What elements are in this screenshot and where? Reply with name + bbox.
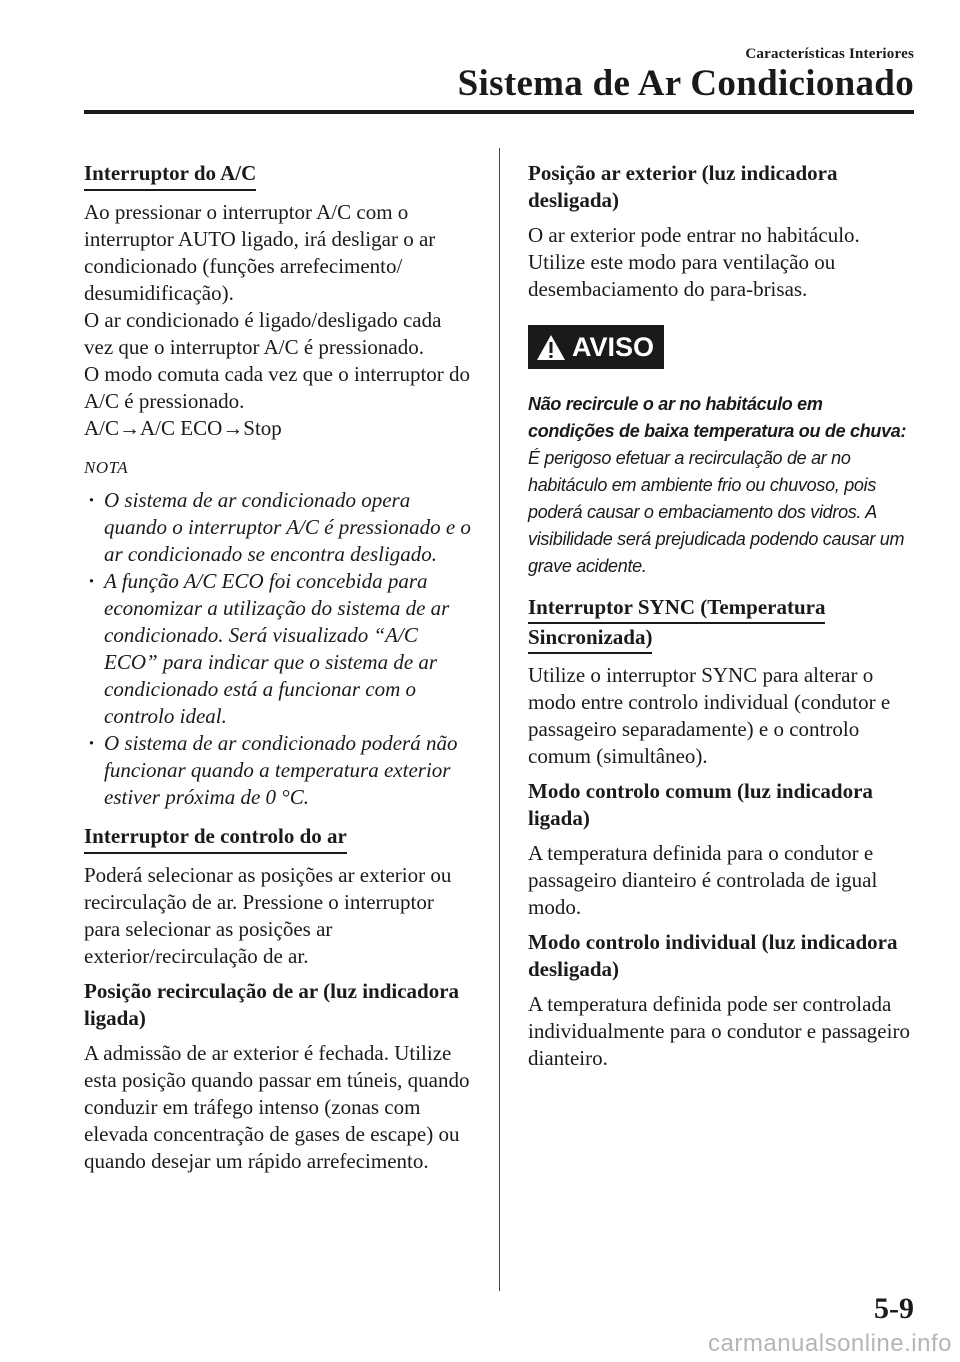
- warning-text: [528, 391, 910, 580]
- sync-heading-line-1: Interruptor SYNC (Temperatura: [528, 594, 825, 624]
- nota-list: [84, 487, 474, 811]
- ac-switch-paragraph-1: Ao pressionar o interruptor A/C com o interruptor AUTO ligado, irá desligar o ar condicionado (funções arrefecimento/ desumidificação).: [84, 200, 436, 305]
- recirculation-paragraph: A admissão de ar exterior é fechada. Utilize esta posição quando passar em túneis, quando conduzir em tráfego intenso (zonas com elevada concentração de gases de escape) ou quando desejar um rápido arrefecimento.: [84, 1041, 470, 1173]
- warning-badge: [528, 325, 664, 369]
- air-control-paragraph: Poderá selecionar as posições ar exterior ou recirculação de ar. Pressione o interruptor para selecionar as posições ar exterior/recirculação de ar.: [84, 863, 452, 968]
- warning-body: É perigoso efetuar a recirculação de ar no habitáculo em ambiente frio ou chuvoso, pois poderá causar o embaciamento dos vidros. A visibilidade será prejudicada podendo causar um grave acidente.: [528, 448, 905, 576]
- sync-heading: [528, 594, 910, 654]
- sync-paragraph: Utilize o interruptor SYNC para alterar o modo entre controlo individual (condutor e passageiro separadamente) e o controlo comum (simultâneo).: [528, 663, 891, 768]
- air-control-heading: Interruptor de controlo do ar: [84, 823, 347, 854]
- page-title: Sistema de Ar Condicionado: [457, 63, 914, 104]
- warning-title: Não recircule o ar no habitáculo em condições de baixa temperatura ou de chuva:: [528, 394, 907, 441]
- header-rule: [84, 110, 914, 114]
- page-number: 5-9: [874, 1292, 914, 1325]
- recirculation-heading: Posição recirculação de ar (luz indicadora ligada): [84, 979, 460, 1030]
- nota-item: · O sistema de ar condicionado opera quando o interruptor A/C é pressionado e o ar condicionado se encontra desligado.: [84, 487, 474, 568]
- left-column: [84, 160, 474, 1183]
- page-header: [0, 0, 960, 120]
- chapter-label: Características Interiores: [745, 46, 914, 62]
- warning-badge-label: AVISO: [572, 331, 655, 362]
- watermark: carmanualsonline.info: [708, 1330, 952, 1357]
- ac-mode-sequence: A/C→A/C ECO→Stop: [84, 416, 282, 440]
- ac-switch-paragraph-3: O modo comuta cada vez que o interruptor do A/C é pressionado.: [84, 362, 471, 413]
- outside-air-paragraph: O ar exterior pode entrar no habitáculo. Utilize este modo para ventilação ou desembaciamento do para-brisas.: [528, 223, 860, 301]
- common-mode-paragraph: A temperatura definida para o condutor e passageiro dianteiro é controlada de igual modo.: [528, 841, 878, 919]
- outside-air-heading: Posição ar exterior (luz indicadora desligada): [528, 161, 838, 212]
- nota-item: · O sistema de ar condicionado poderá não funcionar quando a temperatura exterior estiver próxima de 0 °C.: [84, 730, 474, 811]
- ac-switch-heading: Interruptor do A/C: [84, 160, 256, 191]
- nota-label: NOTA: [84, 458, 129, 477]
- column-divider: [499, 148, 500, 1291]
- sync-heading-line-2: Sincronizada): [528, 624, 652, 654]
- nota-item: · A função A/C ECO foi concebida para economizar a utilização do sistema de ar condicionado. Será visualizado “A/C ECO” para indicar que o sistema de ar condicionado está a funcionar com o controlo ideal.: [84, 568, 474, 730]
- individual-mode-paragraph: A temperatura definida pode ser controlada individualmente para o condutor e passageiro dianteiro.: [528, 992, 910, 1070]
- common-mode-heading: Modo controlo comum (luz indicadora ligada): [528, 779, 873, 830]
- right-column: [528, 160, 910, 1080]
- ac-switch-paragraph-2: O ar condicionado é ligado/desligado cada vez que o interruptor A/C é pressionado.: [84, 308, 442, 359]
- individual-mode-heading: Modo controlo individual (luz indicadora desligada): [528, 930, 898, 981]
- warning-triangle-icon: [536, 334, 566, 361]
